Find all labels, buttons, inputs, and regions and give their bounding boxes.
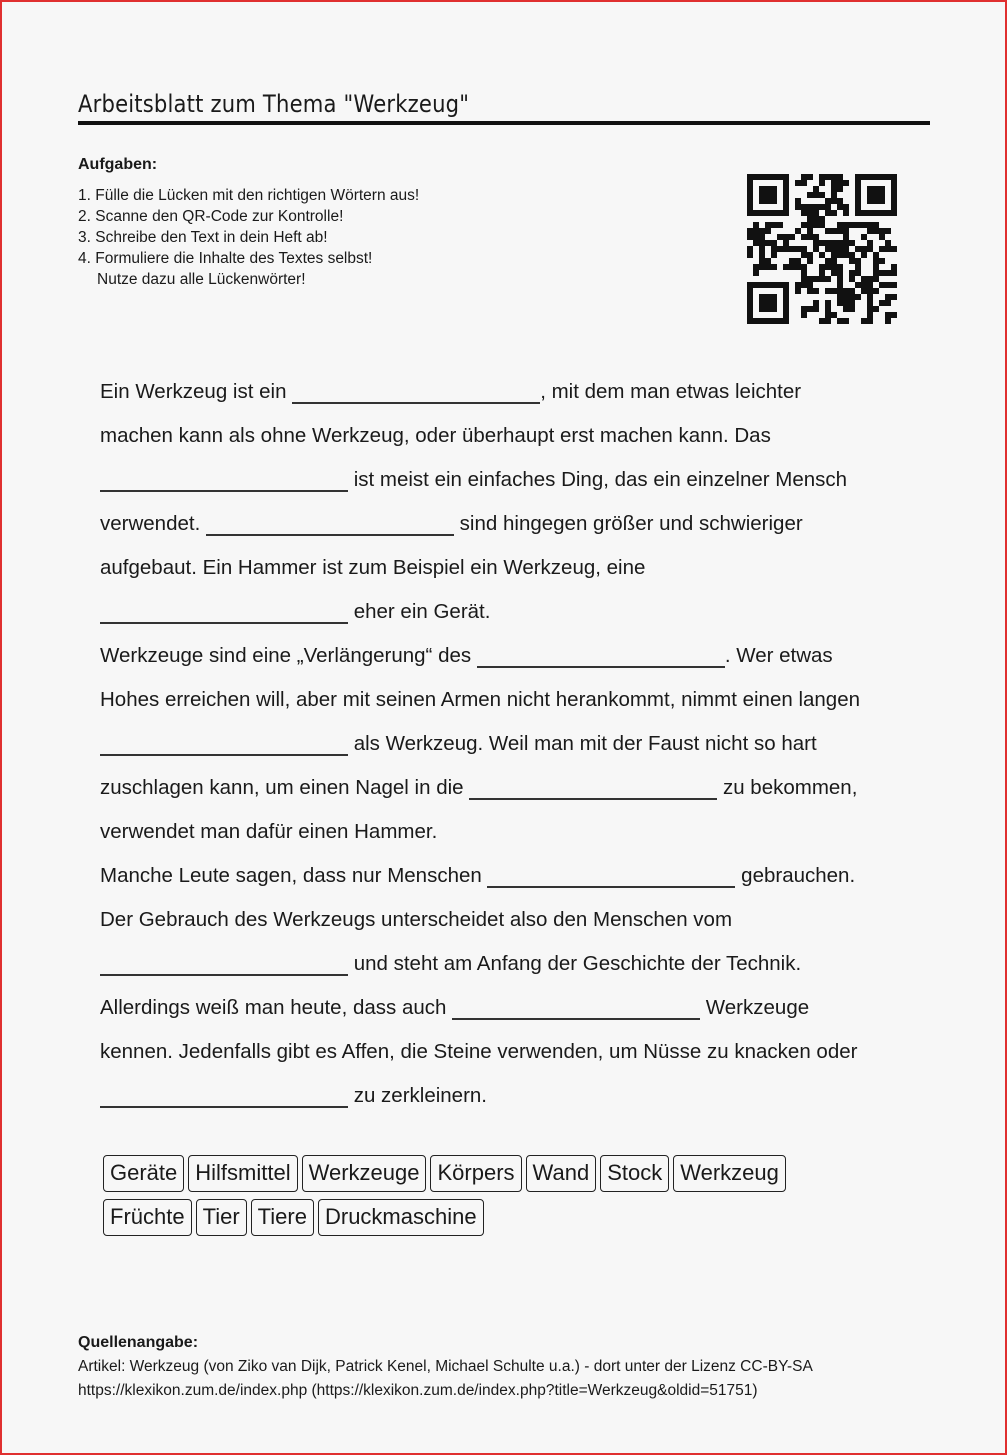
source-article: Artikel: Werkzeug (von Ziko van Dijk, Patrick Kenel, Michael Schulte u.a.) - dort unter der Lizenz CC-BY-SA [78, 1358, 813, 1375]
text-line [100, 1074, 920, 1118]
blank-gap[interactable] [100, 1084, 348, 1108]
text-segment: zu zerkleinern. [348, 1084, 488, 1107]
task-item: 3. Schreibe den Text in dein Heft ab! [78, 229, 328, 246]
word-chip: Druckmaschine [318, 1199, 484, 1236]
text-line [100, 634, 920, 678]
blank-gap[interactable] [100, 468, 348, 492]
text-line [100, 810, 920, 854]
word-chip: Tier [196, 1199, 247, 1236]
blank-gap[interactable] [477, 644, 725, 668]
text-line [100, 898, 920, 942]
text-segment: gebrauchen. [735, 864, 856, 887]
word-chip: Wand [526, 1155, 597, 1192]
text-line [100, 502, 920, 546]
text-segment: kennen. Jedenfalls gibt es Affen, die Steine verwenden, um Nüsse zu knacken oder [100, 1040, 858, 1063]
source-url: https://klexikon.zum.de/index.php (https://klexikon.zum.de/index.php?title=Werkzeug&oldid=51751) [78, 1382, 758, 1399]
blank-gap[interactable] [452, 996, 700, 1020]
text-segment: sind hingegen größer und schwieriger [453, 512, 803, 535]
task-item: 2. Scanne den QR-Code zur Kontrolle! [78, 208, 344, 225]
text-segment: zu bekommen, [717, 776, 858, 799]
text-segment: machen kann als ohne Werkzeug, oder überhaupt erst machen kann. Das [100, 424, 771, 447]
text-segment: Werkzeuge sind eine „Verlängerung“ des [100, 644, 477, 667]
word-chip: Körpers [430, 1155, 521, 1192]
text-segment: Allerdings weiß man heute, dass auch [100, 996, 453, 1019]
text-segment: als Werkzeug. Weil man mit der Faust nicht so hart [348, 732, 817, 755]
word-chip: Geräte [103, 1155, 184, 1192]
blank-gap[interactable] [100, 952, 348, 976]
text-line [100, 370, 920, 414]
text-segment: . Wer etwas [724, 644, 833, 667]
text-segment: und steht am Anfang der Geschichte der Technik. [348, 952, 802, 975]
text-segment: aufgebaut. Ein Hammer ist zum Beispiel ein Werkzeug, eine [100, 556, 646, 579]
text-line [100, 1030, 920, 1074]
task-list [78, 185, 419, 290]
text-segment: Ein Werkzeug ist ein [100, 380, 293, 403]
text-line [100, 854, 920, 898]
text-line [100, 766, 920, 810]
text-line [100, 414, 920, 458]
text-segment: zuschlagen kann, um einen Nagel in die [100, 776, 470, 799]
text-segment: Der Gebrauch des Werkzeugs unterscheidet also den Menschen vom [100, 908, 733, 931]
text-line [100, 458, 920, 502]
qr-code-icon [747, 172, 897, 326]
blank-gap[interactable] [469, 776, 717, 800]
task-item-continuation: Nutze dazu alle Lückenwörter! [97, 271, 306, 288]
text-segment: ist meist ein einfaches Ding, das ein einzelner Mensch [348, 468, 848, 491]
text-segment: eher ein Gerät. [348, 600, 491, 623]
cloze-text [100, 370, 920, 1118]
text-segment: Manche Leute sagen, dass nur Menschen [100, 864, 488, 887]
blank-gap[interactable] [100, 600, 348, 624]
word-chip: Hilfsmittel [188, 1155, 297, 1192]
blank-gap[interactable] [292, 380, 540, 404]
text-segment: verwendet. [100, 512, 206, 535]
text-segment: verwendet man dafür einen Hammer. [100, 820, 438, 843]
text-line [100, 546, 920, 590]
text-segment: Hohes erreichen will, aber mit seinen Armen nicht herankommt, nimmt einen langen [100, 688, 861, 711]
word-bank-row [103, 1155, 903, 1199]
source-heading: Quellenangabe: [78, 1334, 199, 1351]
text-line [100, 590, 920, 634]
word-bank-row [103, 1199, 903, 1243]
word-chip: Früchte [103, 1199, 192, 1236]
blank-gap[interactable] [487, 864, 735, 888]
word-chip: Werkzeuge [302, 1155, 427, 1192]
title-underline [78, 121, 930, 125]
page-title: Arbeitsblatt zum Thema "Werkzeug" [78, 90, 470, 118]
task-item: 4. Formuliere die Inhalte des Textes selbst! [78, 250, 373, 267]
tasks-heading: Aufgaben: [78, 156, 158, 173]
text-line [100, 722, 920, 766]
word-bank [103, 1155, 903, 1243]
text-segment: Werkzeuge [700, 996, 810, 1019]
text-line [100, 986, 920, 1030]
word-chip: Stock [600, 1155, 669, 1192]
text-line [100, 678, 920, 722]
text-segment: , mit dem man etwas leichter [540, 380, 802, 403]
word-chip: Werkzeug [673, 1155, 786, 1192]
text-line [100, 942, 920, 986]
blank-gap[interactable] [206, 512, 454, 536]
task-item: 1. Fülle die Lücken mit den richtigen Wörtern aus! [78, 187, 420, 204]
blank-gap[interactable] [100, 732, 348, 756]
word-chip: Tiere [251, 1199, 314, 1236]
